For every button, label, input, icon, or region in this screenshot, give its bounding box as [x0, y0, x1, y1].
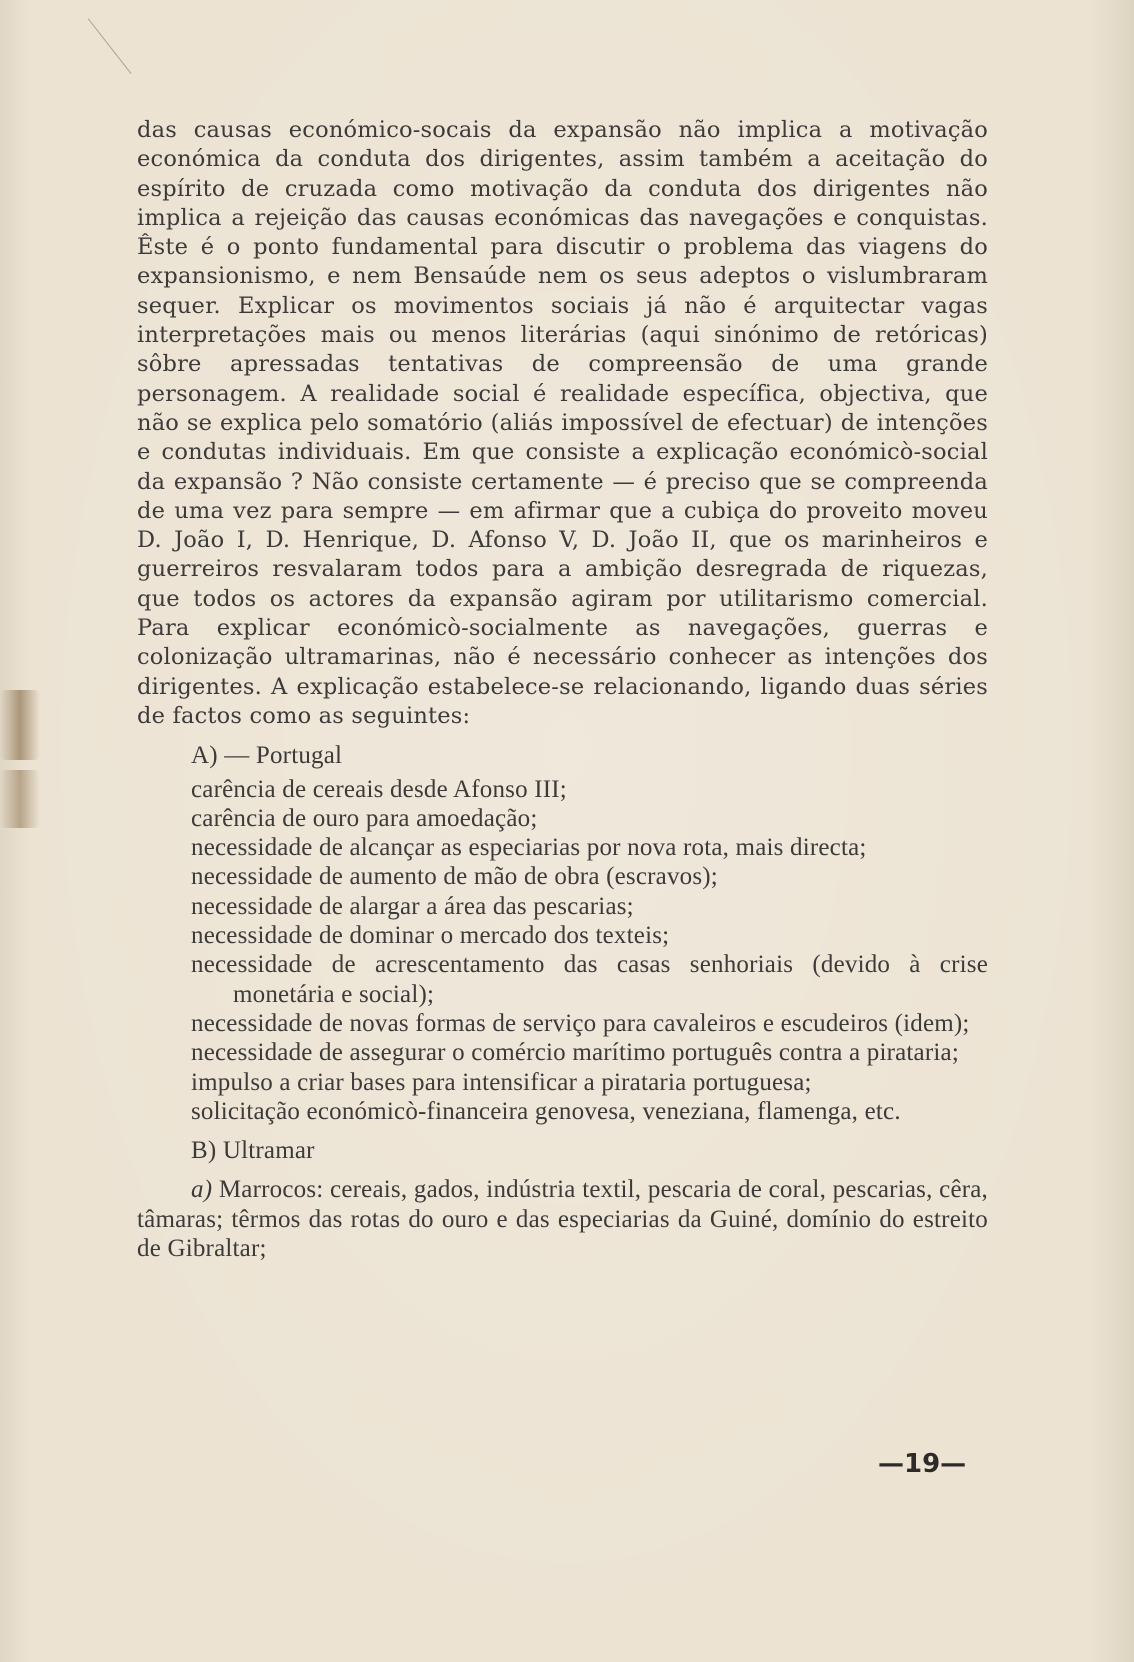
section-a-list: [137, 775, 988, 1127]
list-item: carência de ouro para amoedação;: [191, 804, 538, 832]
list-item: solicitação económicò-financeira genovesa, veneziana, flamenga, etc.: [191, 1097, 901, 1125]
list-item: necessidade de alcançar as especiarias por nova rota, mais directa;: [191, 834, 867, 862]
list-item: necessidade de acrescentamento das casas senhoriais (devido à crise monetária e social);: [191, 951, 988, 1008]
main-paragraph: das causas económico-socais da expansão não implica a motivação económica da conduta dos dirigentes, assim também a aceitação do espírito de cruzada como motivação da conduta dos dirigentes não implica a rejeição das causas económicas das navegações e conquistas. Êste é o ponto fundamental para discutir o problema das viagens do expansionismo, e nem Bensaúde nem os seus adeptos o vislumbraram sequer. Explicar os movimentos sociais já não é arquitectar vagas interpretações mais ou menos literárias (aqui sinónimo de retóricas) sôbre apressadas tentativas de compreensão de uma grande personagem. A realidade social é realidade específica, objectiva, que não se explica pelo somatório (aliás impossível de efectuar) de intenções e condutas individuais. Em que consiste a explicação económicò-social da expansão ? Não consiste certamente — é preciso que se compreenda de uma vez para sempre — em afirmar que a cubiça do proveito moveu D. João I, D. Henrique, D. Afonso V, D. João II, que os marinheiros e guerreiros resvalaram todos para a ambição desregrada de riquezas, que todos os actores da expansão agiram por utilitarismo comercial. Para explicar económicò-socialmente as navegações, guerras e colonização ultramarinas, não é necessário conhecer as intenções dos dirigentes. A explicação estabelece-se relacionando, ligando duas séries de factos como as seguintes:: [137, 117, 988, 729]
binding-stain: [0, 770, 40, 828]
list-item: impulso a criar bases para intensificar a pirataria portuguesa;: [191, 1068, 812, 1096]
list-item: necessidade de dominar o mercado dos texteis;: [191, 922, 670, 950]
list-item: necessidade de alargar a área das pescarias;: [191, 892, 634, 920]
section-b-heading: B) Ultramar: [191, 1137, 315, 1165]
corner-crease: [88, 18, 132, 74]
section-b-paragraph: [137, 1175, 988, 1263]
binding-stain: [0, 690, 40, 760]
list-item: necessidade de novas formas de serviço para cavaleiros e escudeiros (idem);: [191, 1009, 970, 1037]
page-number: —19—: [878, 1449, 967, 1479]
list-item: necessidade de assegurar o comércio marítimo português contra a pirataria;: [191, 1039, 959, 1067]
section-a-heading: A) — Portugal: [191, 742, 343, 770]
list-item: necessidade de aumento de mão de obra (escravos);: [191, 863, 718, 891]
sub-marker: a): [191, 1176, 213, 1204]
body-text: [137, 116, 988, 1263]
sub-text: Marrocos: cereais, gados, indústria textil, pescaria de coral, pescarias, cêra, tâmaras; têrmos das rotas do ouro e das especiarias da Guiné, domínio do estreito de Gibraltar;: [137, 1176, 989, 1262]
list-item: carência de cereais desde Afonso III;: [191, 775, 567, 803]
